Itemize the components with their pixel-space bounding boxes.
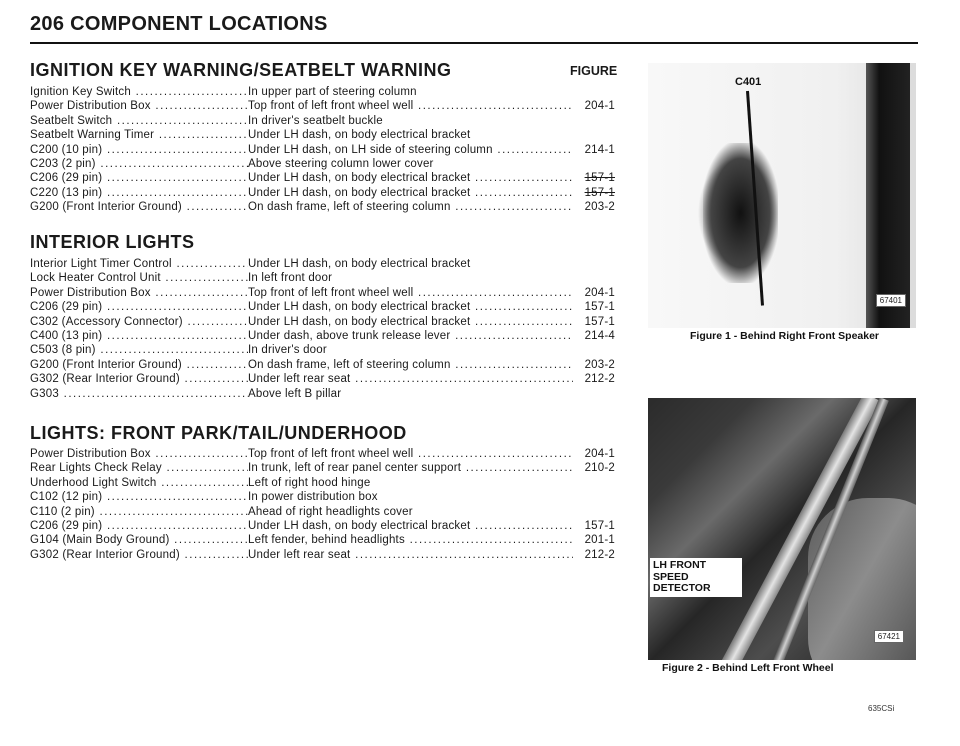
figure-ref: 204-1 xyxy=(584,286,615,299)
figure-ref: 203-2 xyxy=(584,358,615,371)
location-text: In upper part of steering column xyxy=(248,86,417,98)
table-row xyxy=(30,315,620,329)
component-name: Interior Light Timer Control ..... xyxy=(30,257,248,271)
table-row xyxy=(30,99,620,113)
component-name: G200 (Front Interior Ground) ..... xyxy=(30,200,248,214)
component-name: C400 (13 pin) ..... xyxy=(30,329,248,343)
component-name: C203 (2 pin) ..... xyxy=(30,157,248,171)
table-row xyxy=(30,143,620,157)
figure-1-photo xyxy=(648,63,916,328)
photo-stamp: 67421 xyxy=(874,630,904,643)
table-row xyxy=(30,114,620,128)
section-title-ignition: IGNITION KEY WARNING/SEATBELT WARNING xyxy=(30,60,452,80)
location-text: Under LH dash, on body electrical bracket xyxy=(248,129,471,142)
connector-label: C401 xyxy=(735,76,762,88)
location-text: Under LH dash, on body electrical bracket ..... xyxy=(248,315,573,329)
figure-ref xyxy=(573,490,615,504)
figure-ref: 214-4 xyxy=(584,329,615,342)
component-name: C206 (29 pin) ..... xyxy=(30,300,248,314)
table-row xyxy=(30,533,620,547)
header-rule xyxy=(30,42,918,44)
location-text: Left of right hood hinge xyxy=(248,476,371,489)
component-name: G302 (Rear Interior Ground) ..... xyxy=(30,548,248,562)
figure-ref xyxy=(573,157,615,171)
location-text: In trunk, left of rear panel center support ..... xyxy=(248,461,573,475)
location-text: Under dash, above trunk release lever ..... xyxy=(248,329,573,343)
photo-stamp: 67401 xyxy=(876,294,906,307)
location-text: Under LH dash, on body electrical bracket ..... xyxy=(248,171,573,185)
section-front-lights-rows xyxy=(30,447,620,562)
table-row xyxy=(30,257,620,271)
component-name: G104 (Main Body Ground) ..... xyxy=(30,533,248,547)
table-row xyxy=(30,387,620,401)
figure-ref: 204-1 xyxy=(584,100,615,113)
component-name: C200 (10 pin) ..... xyxy=(30,143,248,157)
table-row xyxy=(30,519,620,533)
location-text: Top front of left front wheel well ..... xyxy=(248,447,573,461)
figure-ref xyxy=(573,343,615,357)
figure-ref xyxy=(573,114,615,128)
location-text: In driver's door xyxy=(248,344,327,357)
location-text: Ahead of right headlights cover xyxy=(248,505,413,518)
figure-ref: 214-1 xyxy=(584,143,615,156)
figure-ref: 212-2 xyxy=(584,548,615,561)
table-row xyxy=(30,128,620,142)
pillar xyxy=(866,63,910,328)
table-row xyxy=(30,200,620,214)
component-name: G302 (Rear Interior Ground) ..... xyxy=(30,372,248,386)
table-row xyxy=(30,447,620,461)
component-name: C503 (8 pin) ..... xyxy=(30,343,248,357)
location-text: Under left rear seat ..... xyxy=(248,372,573,386)
figure-ref: 210-2 xyxy=(584,462,615,475)
figure-ref: 157-1 xyxy=(584,186,615,199)
table-row xyxy=(30,343,620,357)
component-name: Rear Lights Check Relay ..... xyxy=(30,461,248,475)
table-row xyxy=(30,358,620,372)
location-text: Top front of left front wheel well ..... xyxy=(248,99,573,113)
component-name: C102 (12 pin) ..... xyxy=(30,490,248,504)
location-text: Left fender, behind headlights ..... xyxy=(248,533,573,547)
location-text: In driver's seatbelt buckle xyxy=(248,114,383,127)
sensor-label: LH FRONT SPEED DETECTOR xyxy=(650,558,742,597)
figure-ref xyxy=(573,85,615,99)
figure-ref: 203-2 xyxy=(584,201,615,214)
location-text: Above left B pillar xyxy=(248,387,342,400)
location-text: On dash frame, left of steering column ..... xyxy=(248,358,573,372)
component-name: Seatbelt Warning Timer ..... xyxy=(30,128,248,142)
component-name: C302 (Accessory Connector) ..... xyxy=(30,315,248,329)
footer-code: 635CSi xyxy=(868,704,895,713)
page-title: 206 COMPONENT LOCATIONS xyxy=(30,13,328,35)
figure-column-label: FIGURE xyxy=(570,64,618,78)
figure-ref: 212-2 xyxy=(584,373,615,386)
location-text: Under LH dash, on body electrical bracket xyxy=(248,258,471,270)
figure-ref xyxy=(573,271,615,285)
component-name: G200 (Front Interior Ground) ..... xyxy=(30,358,248,372)
speaker-cavity xyxy=(703,143,778,283)
table-row xyxy=(30,286,620,300)
location-text: Under left rear seat ..... xyxy=(248,548,573,562)
component-name: G303 ..... xyxy=(30,387,248,401)
table-row xyxy=(30,461,620,475)
figure-ref: 157-1 xyxy=(584,301,615,314)
figure-ref: 201-1 xyxy=(584,534,615,547)
section-title-interior: INTERIOR LIGHTS xyxy=(30,232,195,252)
table-row xyxy=(30,476,620,490)
figure-ref: 157-1 xyxy=(584,172,615,185)
location-text: In left front door xyxy=(248,272,333,285)
component-name: C110 (2 pin) ..... xyxy=(30,505,248,519)
figure-ref xyxy=(573,128,615,142)
figure-ref: 204-1 xyxy=(584,448,615,460)
component-name: Seatbelt Switch ..... xyxy=(30,114,248,128)
table-row xyxy=(30,490,620,504)
table-row xyxy=(30,300,620,314)
figure-2-caption: Figure 2 - Behind Left Front Wheel xyxy=(662,662,834,674)
component-name: Underhood Light Switch ..... xyxy=(30,476,248,490)
component-name: Ignition Key Switch ..... xyxy=(30,85,248,99)
table-row xyxy=(30,157,620,171)
component-name: C206 (29 pin) ..... xyxy=(30,171,248,185)
component-name: Power Distribution Box ..... xyxy=(30,286,248,300)
figure-ref xyxy=(573,257,615,271)
component-name: Power Distribution Box ..... xyxy=(30,99,248,113)
table-row xyxy=(30,171,620,185)
figure-ref xyxy=(573,476,615,490)
figure-1-caption: Figure 1 - Behind Right Front Speaker xyxy=(690,330,880,342)
figure-ref: 157-1 xyxy=(584,519,615,532)
component-name: C206 (29 pin) ..... xyxy=(30,519,248,533)
component-name: C220 (13 pin) ..... xyxy=(30,186,248,200)
location-text: Under LH dash, on body electrical bracket ..... xyxy=(248,519,573,533)
table-row xyxy=(30,271,620,285)
table-row xyxy=(30,186,620,200)
table-row xyxy=(30,372,620,386)
figure-ref: 157-1 xyxy=(584,315,615,328)
section-title-front-lights: LIGHTS: FRONT PARK/TAIL/UNDERHOOD xyxy=(30,423,407,443)
location-text: Under LH dash, on body electrical bracket ..... xyxy=(248,186,573,200)
section-interior-rows xyxy=(30,257,620,401)
figure-ref xyxy=(573,505,615,519)
location-text: Under LH dash, on LH side of steering column ..... xyxy=(248,143,573,157)
section-ignition-rows xyxy=(30,85,620,215)
figure-ref xyxy=(573,387,615,401)
location-text: Under LH dash, on body electrical bracket ..... xyxy=(248,300,573,314)
table-row xyxy=(30,85,620,99)
location-text: Top front of left front wheel well ..... xyxy=(248,286,573,300)
figure-2-photo xyxy=(648,398,916,660)
location-text: Above steering column lower cover xyxy=(248,157,434,170)
table-row xyxy=(30,505,620,519)
table-row xyxy=(30,548,620,562)
location-text: On dash frame, left of steering column ..... xyxy=(248,200,573,214)
component-name: Lock Heater Control Unit ..... xyxy=(30,271,248,285)
location-text: In power distribution box xyxy=(248,491,378,504)
table-row xyxy=(30,329,620,343)
component-name: Power Distribution Box ..... xyxy=(30,447,248,461)
